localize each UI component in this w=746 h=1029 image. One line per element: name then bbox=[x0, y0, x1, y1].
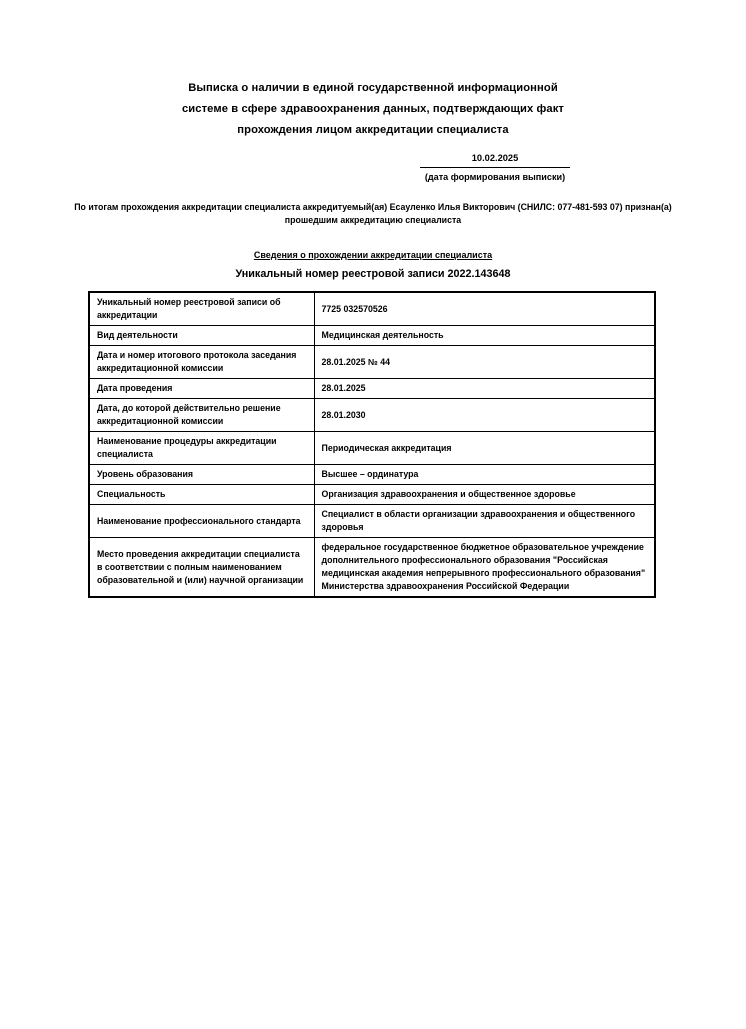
field-value: Медицинская деятельность bbox=[314, 326, 655, 346]
field-label: Место проведения аккредитации специалиста в соответствии с полным наименованием образовательной и (или) научной организации bbox=[89, 538, 314, 598]
field-label: Наименование процедуры аккредитации специалиста bbox=[89, 432, 314, 465]
field-value: 28.01.2025 № 44 bbox=[314, 346, 655, 379]
field-label: Наименование профессионального стандарта bbox=[89, 505, 314, 538]
field-value: Организация здравоохранения и общественное здоровье bbox=[314, 485, 655, 505]
document-title-line-3: прохождения лицом аккредитации специалиста bbox=[237, 124, 509, 136]
table-row bbox=[89, 326, 655, 346]
field-label: Дата и номер итогового протокола заседания аккредитационной комиссии bbox=[89, 346, 314, 379]
section-heading: Сведения о прохождении аккредитации специалиста bbox=[253, 250, 493, 260]
extract-date-block bbox=[420, 152, 570, 183]
document-title-line-2: системе в сфере здравоохранения данных, подтверждающих факт bbox=[181, 103, 565, 115]
table-row bbox=[89, 485, 655, 505]
field-label: Вид деятельности bbox=[89, 326, 314, 346]
table-row bbox=[89, 399, 655, 432]
table-row bbox=[89, 505, 655, 538]
extract-date: 10.02.2025 bbox=[420, 152, 570, 168]
table-row bbox=[89, 432, 655, 465]
field-label: Дата, до которой действительно решение аккредитационной комиссии bbox=[89, 399, 314, 432]
field-value: Специалист в области организации здравоохранения и общественного здоровья bbox=[314, 505, 655, 538]
field-value: федеральное государственное бюджетное образовательное учреждение дополнительного профессионального образования "Российская медицинская академия непрерывного профессионального образования" Министерства здравоохранения Российской Федерации bbox=[314, 538, 655, 598]
document-title bbox=[0, 0, 746, 141]
table-row bbox=[89, 379, 655, 399]
field-value: Периодическая аккредитация bbox=[314, 432, 655, 465]
field-label: Дата проведения bbox=[89, 379, 314, 399]
field-label: Уникальный номер реестровой записи об аккредитации bbox=[89, 292, 314, 326]
registry-number-heading: Уникальный номер реестровой записи 2022.143648 bbox=[235, 268, 511, 280]
field-value: 28.01.2025 bbox=[314, 379, 655, 399]
table-row bbox=[89, 292, 655, 326]
field-label: Специальность bbox=[89, 485, 314, 505]
extract-date-caption: (дата формирования выписки) bbox=[424, 172, 566, 182]
field-value: 28.01.2030 bbox=[314, 399, 655, 432]
accreditation-summary: По итогам прохождения аккредитации специалиста аккредитуемый(ая) Есауленко Илья Викторович (СНИЛС: 077-481-593 07) признан(а) прошедшим аккредитацию специалиста bbox=[74, 202, 672, 225]
accreditation-table bbox=[88, 291, 656, 598]
field-value: Высшее – ординатура bbox=[314, 465, 655, 485]
table-row bbox=[89, 346, 655, 379]
table-row bbox=[89, 465, 655, 485]
field-value: 7725 032570526 bbox=[314, 292, 655, 326]
table-row bbox=[89, 538, 655, 598]
field-label: Уровень образования bbox=[89, 465, 314, 485]
document-title-line-1: Выписка о наличии в единой государственной информационной bbox=[188, 82, 558, 94]
